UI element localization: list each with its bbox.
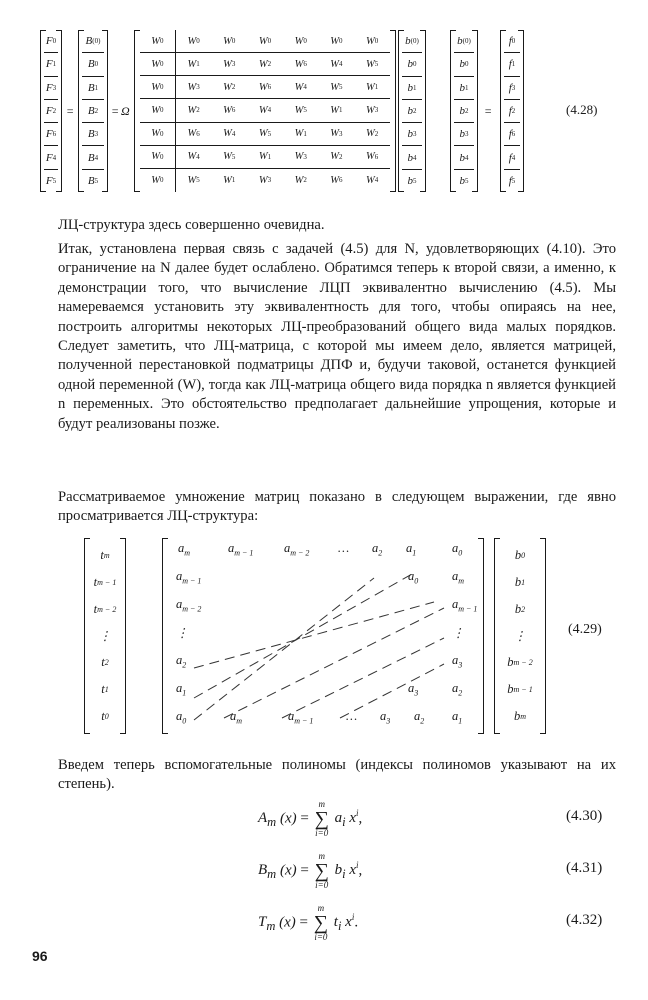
a-lastcol-3: ⋮: [452, 626, 465, 640]
w-entry-3-4: W 5: [283, 99, 319, 122]
a-row0-3: …: [338, 541, 350, 555]
w-entry-6-1: W 5: [187, 174, 200, 186]
page-number: 96: [32, 948, 48, 964]
f-entry-6: F 5: [45, 174, 57, 187]
w-entry-5-3: W 1: [247, 146, 283, 169]
a-lastcol-5: $a_2$: [452, 681, 463, 698]
b-small1-entry-3: b 2: [402, 100, 422, 123]
w-entry-2-4: W 4: [283, 76, 319, 99]
equation-4-28: F 0 F 1 F 3 F 2 F 6 F 4 F 5 = B (0) B 0 B 1 B 2 B 3 B 4 B 5 = Ω W 0 W 0 W 0 W 0 W 0 W 0 W 0 W 0 W 1 W 3 W 2 W 6 W 4 W 5 W 0 W 3 W 2 W 6 W 4 W 5 W 1 W 0 W 2 W 6 W 4 W 5 W 1 W 3 W 0 W 6 W 4 W 5 W 1 W 3 W 2 W 0 W 4 W 5 W 1 W 3 W 2 W 6 W 0 W 5 W 1 W 3 W 2 W 6 W 4 b (0) b 0 b 1 b 2 b 3 b 4 b 5 b (0) b 0 b 1 b 2 b 3 b 4 b 5 = f 0 f 1 f 3 f 2 f 6 f 4 f 5 (4.28): [40, 22, 640, 198]
w-entry-4-0: W 0: [140, 123, 176, 146]
a-row5-a3: $a_3$: [408, 681, 419, 698]
w-entry-5-6: W 6: [354, 146, 390, 169]
a-lastrow-4: $a_2$: [414, 709, 425, 726]
b-entry-2: B 1: [82, 77, 104, 100]
w-entry-2-2: W 2: [211, 76, 247, 99]
paragraph-4: Введем теперь вспомогательные полиномы (индексы полиномов указывают на их степень).: [58, 757, 616, 793]
diagonal-line-2: [194, 602, 434, 668]
w-entry-2-3: W 6: [247, 76, 283, 99]
a-row0-6: $a_0$: [452, 541, 463, 558]
w-entry-0-5: W 0: [319, 30, 355, 53]
w-entry-2-5: W 5: [319, 76, 355, 99]
b-small-vector-2: [450, 30, 478, 192]
b29-entry-6: b m: [513, 709, 527, 724]
f-small-vector: [500, 30, 524, 192]
a-col0-1: $a_{m - 2}$: [176, 597, 202, 614]
diagonal-line-0: [194, 578, 374, 720]
equation-number-poly-2: (4.32): [566, 912, 603, 928]
b-small1-entry-2: b 1: [402, 77, 422, 100]
f-entry-2: F 3: [44, 77, 58, 100]
t-entry-4: t 2: [101, 655, 109, 670]
a-col0-5: $a_0$: [176, 709, 187, 726]
a-lastcol-6: $a_1$: [452, 709, 463, 726]
polynomial-2: $T_m$ (x) = m ∑ i=0 $t_i$ $x^i$.: [258, 903, 359, 942]
a-row0-1: $a_{m - 1}$: [228, 541, 254, 558]
equation-number-4-28: (4.28): [566, 102, 598, 117]
f-entry-3: F 2: [44, 100, 58, 123]
a-row0-2: $a_{m - 2}$: [284, 541, 310, 558]
w-entry-6-6: W 4: [366, 174, 379, 186]
b-small1-entry-0: b (0): [402, 30, 422, 53]
f-entry-0: F 0: [44, 30, 58, 53]
w-entry-1-1: W 1: [176, 53, 212, 76]
w-entry-5-2: W 5: [211, 146, 247, 169]
equation-number-poly-1: (4.31): [566, 860, 603, 876]
b29-entry-4: b m − 2: [507, 655, 533, 670]
b29-entry-2: b 2: [514, 601, 526, 616]
w-entry-6-3: W 3: [258, 174, 272, 186]
w-entry-2-6: W 1: [354, 76, 390, 99]
w-entry-4-6: W 2: [354, 123, 390, 146]
b-small2-entry-3: b 2: [454, 100, 474, 123]
polynomial-0: $A_m$ (x) = m ∑ i=0 $a_i$ $x^i$,: [258, 799, 363, 838]
w-entry-3-5: W 1: [319, 99, 355, 122]
a-lastrow-0: $a_m$: [230, 709, 243, 726]
f-small-entry-5: f 4: [504, 146, 520, 169]
paragraph-2: Итак, установлена первая связь с задачей (4.5) для N, удовлетворяющих (4.10). Это ограничение на N далее будет ослаблено. Обратимся теперь к второй связи, а именно, к демонстрации того, что вычисление ЛЦП эквивалентно вычислению (4.5). Мы намереваемся установить эту эквивалентность для того, чтобы опираясь на нее, построить алгоритмы некоторых ЛЦ-преобразований общего вида малых порядков. Следует заметить, что ЛЦ-матрица, с которой мы имеем дело, является матрицей, полученной перестановкой подматрицы ДПФ и, будучи таковой, останется функцией одной переменной (W), тогда как ЛЦ-матрица общего вида порядка n является функцией n переменных. Это обстоятельство предполагает дальнейшие упрощения, которые и будут реализованы позже.: [58, 241, 616, 432]
w-entry-0-6: W 0: [354, 30, 390, 53]
b-entry-6: B 5: [87, 174, 99, 187]
w-entry-4-5: W 3: [319, 123, 355, 146]
b-entry-3: B 2: [82, 100, 104, 123]
f-small-entry-0: f 0: [504, 30, 520, 53]
w-entry-5-1: W 4: [176, 146, 212, 169]
w-entry-6-2: W 1: [223, 174, 236, 186]
w-entry-3-6: W 3: [354, 99, 390, 122]
w-entry-3-2: W 6: [211, 99, 247, 122]
b-entry-5: B 4: [82, 146, 104, 169]
a-lastrow-1: $a_{m - 1}$: [288, 709, 314, 726]
a-col0-2: ⋮: [176, 626, 189, 640]
f-entry-5: F 4: [44, 146, 58, 169]
f-small-entry-1: f 1: [504, 53, 520, 76]
b-small2-entry-6: b 5: [459, 174, 469, 187]
f-small-entry-6: f 5: [508, 174, 516, 187]
a-col0-3: $a_2$: [176, 653, 187, 670]
w-entry-1-6: W 5: [354, 53, 390, 76]
w-entry-4-2: W 4: [211, 123, 247, 146]
f-small-entry-2: f 3: [504, 77, 520, 100]
w-entry-3-3: W 4: [247, 99, 283, 122]
w-entry-1-4: W 6: [283, 53, 319, 76]
diagonal-line-1: [194, 574, 412, 698]
w-entry-1-5: W 4: [319, 53, 355, 76]
omega-symbol: Ω: [121, 104, 130, 118]
b-small1-entry-6: b 5: [407, 174, 417, 187]
b-vector: [78, 30, 108, 192]
w-entry-3-0: W 0: [140, 99, 176, 122]
b29-entry-5: b m − 1: [507, 682, 533, 697]
a-col0-4: $a_1$: [176, 681, 187, 698]
diagonal-line-3: [224, 608, 444, 718]
w-entry-0-2: W 0: [211, 30, 247, 53]
f-entry-4: F 6: [44, 123, 58, 146]
a-lastrow-3: $a_3$: [380, 709, 391, 726]
b-small-vector-1: [398, 30, 426, 192]
b29-entry-1: b 1: [514, 574, 526, 589]
t-entry-1: t m − 1: [93, 574, 117, 589]
w-entry-5-5: W 2: [319, 146, 355, 169]
b-small2-entry-0: b (0): [454, 30, 474, 53]
paragraph-1: ЛЦ-структура здесь совершенно очевидна.: [58, 217, 325, 233]
b-small2-entry-2: b 1: [454, 77, 474, 100]
b-small2-entry-4: b 3: [454, 123, 474, 146]
f-small-entry-4: f 6: [504, 123, 520, 146]
w-entry-2-0: W 0: [140, 76, 176, 99]
t-entry-6: t 0: [101, 709, 109, 724]
f-vector: [40, 30, 62, 192]
b29-entry-3: ⋮: [513, 629, 527, 643]
t-entry-3: ⋮: [98, 629, 112, 643]
w-entry-2-1: W 3: [176, 76, 212, 99]
b-vector-4-29: [494, 538, 546, 734]
w-entry-5-4: W 3: [283, 146, 319, 169]
t-entry-0: t m: [100, 547, 110, 562]
b-small1-entry-1: b 0: [402, 53, 422, 76]
a-lastcol-2: $a_{m - 1}$: [452, 597, 478, 614]
diagonal-dashed-lines: [162, 538, 484, 734]
b-entry-1: B 0: [82, 53, 104, 76]
b-entry-0: B (0): [82, 30, 104, 53]
b29-entry-0: b 0: [514, 547, 526, 562]
t-vector: [84, 538, 126, 734]
a-row0-4: $a_2$: [372, 541, 383, 558]
w-entry-1-0: W 0: [140, 53, 176, 76]
w-entry-0-3: W 0: [247, 30, 283, 53]
a-lastcol-4: $a_3$: [452, 653, 463, 670]
equation-number-4-29: (4.29): [568, 622, 602, 637]
w-entry-4-3: W 5: [247, 123, 283, 146]
b-small1-entry-4: b 3: [402, 123, 422, 146]
w-entry-5-0: W 0: [140, 146, 176, 169]
w-entry-0-4: W 0: [283, 30, 319, 53]
w-entry-4-4: W 1: [283, 123, 319, 146]
b-small2-entry-5: b 4: [454, 146, 474, 169]
f-small-entry-3: f 2: [504, 100, 520, 123]
w-entry-0-0: W 0: [140, 30, 176, 53]
w-matrix: [134, 30, 396, 192]
f-entry-1: F 1: [44, 53, 58, 76]
w-entry-1-3: W 2: [247, 53, 283, 76]
circulant-matrix: [162, 538, 484, 734]
w-entry-3-1: W 2: [176, 99, 212, 122]
w-entry-0-1: W 0: [176, 30, 212, 53]
a-col0-0: $a_{m - 1}$: [176, 569, 202, 586]
paragraph-3: Рассматриваемое умножение матриц показано в следующем выражении, где явно просматривается ЛЦ-структура:: [58, 489, 616, 525]
b-small1-entry-5: b 4: [402, 146, 422, 169]
a-lastrow-2: …: [346, 709, 358, 723]
a-row0-5: $a_1$: [406, 541, 417, 558]
a-row1-a0: $a_0$: [408, 569, 419, 586]
b-entry-4: B 3: [82, 123, 104, 146]
w-entry-6-0: W 0: [140, 169, 176, 192]
w-entry-6-4: W 2: [294, 174, 307, 186]
w-entry-6-5: W 6: [330, 174, 343, 186]
w-entry-1-2: W 3: [211, 53, 247, 76]
a-lastcol-1: $a_m$: [452, 569, 465, 586]
polynomial-1: $B_m$ (x) = m ∑ i=0 $b_i$ $x^i$,: [258, 851, 363, 890]
t-entry-5: t 1: [101, 682, 109, 697]
b-small2-entry-1: b 0: [454, 53, 474, 76]
equation-4-29: [84, 538, 624, 738]
a-row0-0: $a_m$: [178, 541, 191, 558]
equation-number-poly-0: (4.30): [566, 808, 603, 824]
w-entry-4-1: W 6: [176, 123, 212, 146]
t-entry-2: t m − 2: [93, 601, 117, 616]
